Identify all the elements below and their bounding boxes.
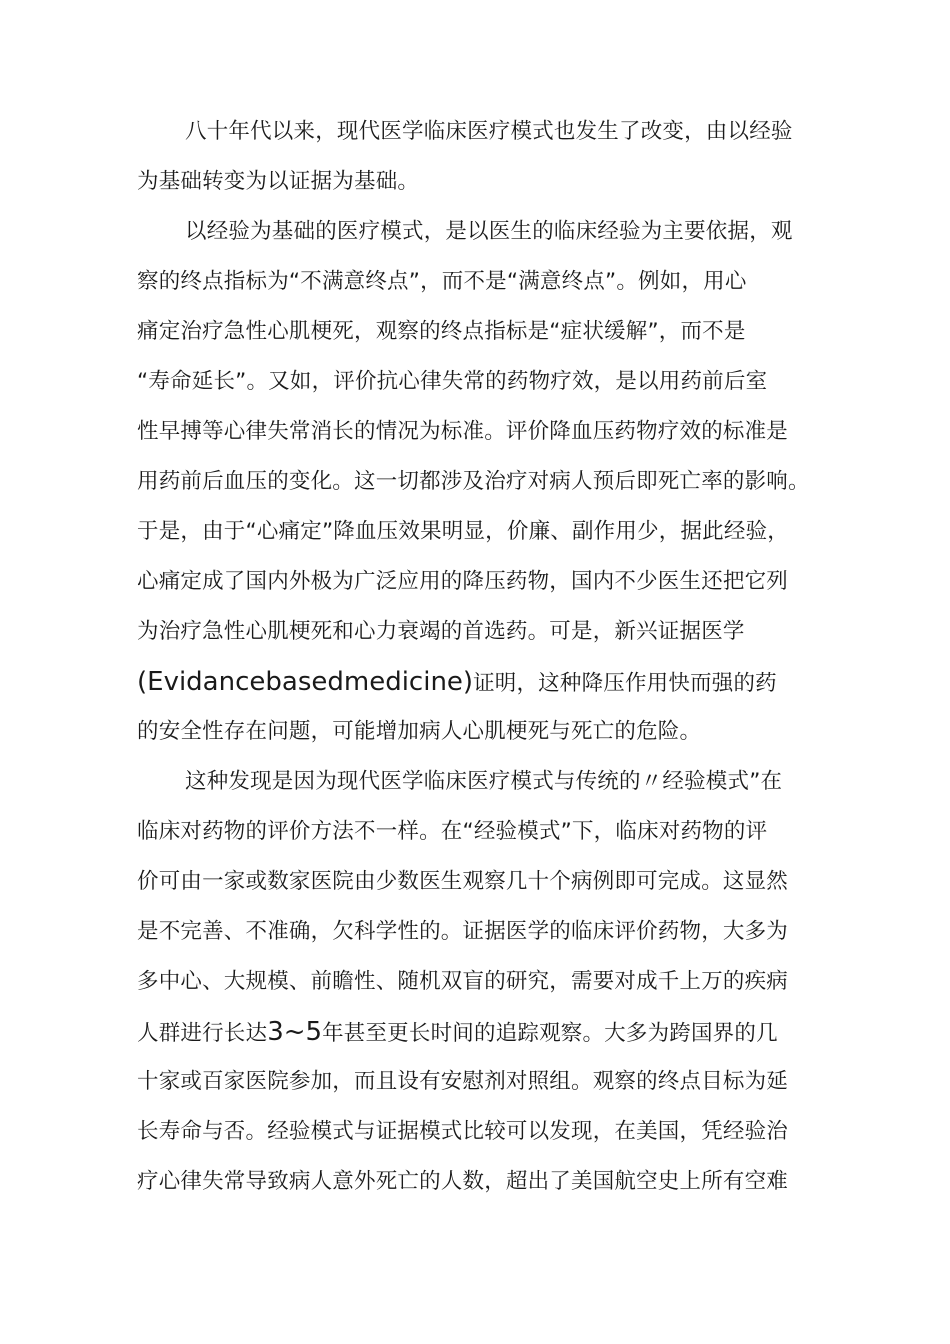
text-line: 这种发现是因为现代医学临床医疗模式与传统的〃经验模式”在 [185,769,783,794]
text-line: 为治疗急性心肌梗死和心力衰竭的首选药。可是，新兴证据医学 [137,619,745,644]
text-line: 疗心律失常导致病人意外死亡的人数，超出了美国航空史上所有空难 [137,1169,789,1194]
text-line: 价可由一家或数家医院由少数医生观察几十个病例即可完成。这显然 [137,869,789,894]
text-line: 人群进行长达3~5年甚至更长时间的追踪观察。大多为跨国界的几 [137,1017,778,1047]
latin-text: (Evidancebasedmedicine) [137,667,474,697]
paragraph-2 [137,207,823,757]
text-line: 的安全性存在问题，可能增加病人心肌梗死与死亡的危险。 [137,719,702,744]
text-line: 以经验为基础的医疗模式，是以医生的临床经验为主要依据，观 [185,219,793,244]
text-line: 察的终点指标为“不满意终点”，而不是“满意终点”。例如，用心 [137,269,747,294]
text-line: (Evidancebasedmedicine)证明，这种降压作用快而强的药 [137,667,777,697]
text-line: 临床对药物的评价方法不一样。在“经验模式”下，临床对药物的评 [137,819,768,844]
text-line: 性早搏等心律失常消长的情况为标准。评价降血压药物疗效的标准是 [137,419,789,444]
paragraph-1 [137,107,823,207]
text-line: 长寿命与否。经验模式与证据模式比较可以发现，在美国，凭经验治 [137,1119,789,1144]
paragraph-3 [137,757,823,1207]
text-line: 八十年代以来，现代医学临床医疗模式也发生了改变，由以经验 [185,119,793,144]
text-line: 用药前后血压的变化。这一切都涉及治疗对病人预后即死亡率的影响。 [137,469,810,494]
text-line: 心痛定成了国内外极为广泛应用的降压药物，国内不少医生还把它列 [137,569,789,594]
text-line: 于是，由于“心痛定”降血压效果明显，价廉、副作用少，据此经验， [137,519,789,544]
document-body [137,107,823,1207]
text-line: 为基础转变为以证据为基础。 [137,169,420,194]
text-line: 痛定治疗急性心肌梗死，观察的终点指标是“症状缓解”，而不是 [137,319,746,344]
text-line: 十家或百家医院参加，而且设有安慰剂对照组。观察的终点目标为延 [137,1069,789,1094]
text-line: 是不完善、不准确，欠科学性的。证据医学的临床评价药物，大多为 [137,919,789,944]
latin-text: 3~5 [267,1017,323,1047]
text-line: “寿命延长”。又如，评价抗心律失常的药物疗效，是以用药前后室 [137,369,768,394]
text-line: 多中心、大规模、前瞻性、随机双盲的研究，需要对成千上万的疾病 [137,969,789,994]
